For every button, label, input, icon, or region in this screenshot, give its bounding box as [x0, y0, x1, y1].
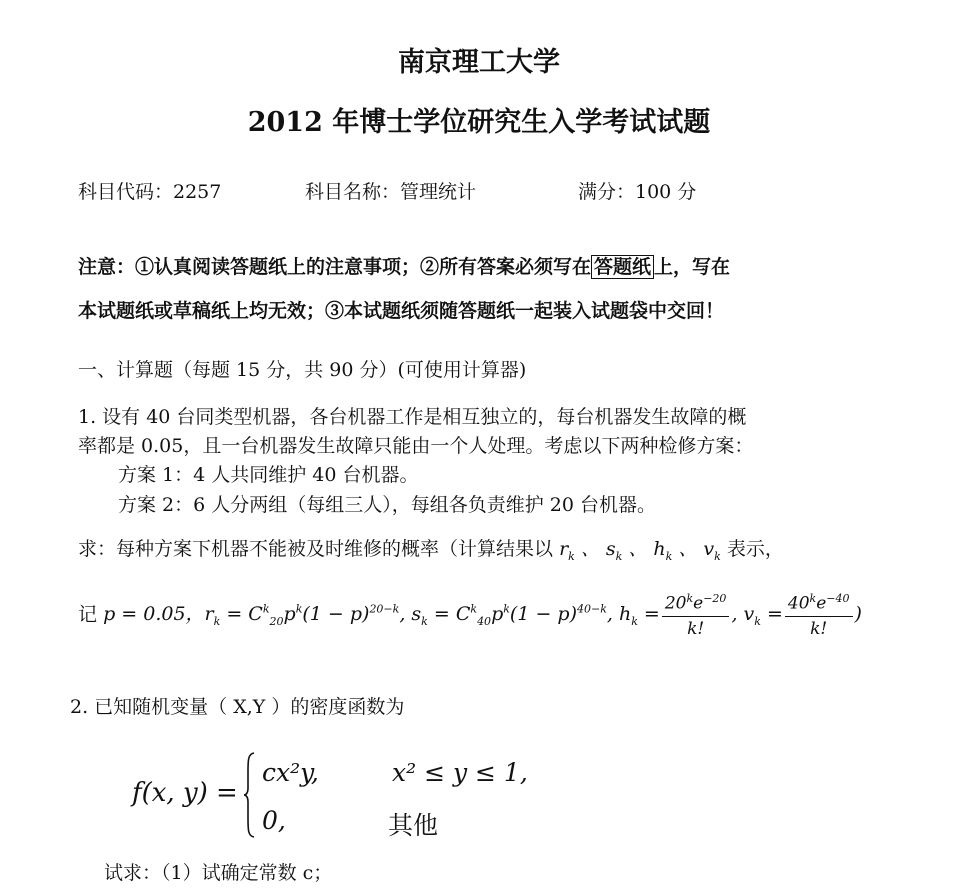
question-1-ask	[78, 534, 784, 563]
notice-line-1	[78, 252, 730, 279]
question-2-intro: 2. 已知随机变量（ X,Y ）的密度函数为	[70, 696, 405, 718]
full-score: 满分：100 分	[578, 181, 697, 203]
density-case-2-expr: 0,	[262, 806, 286, 835]
v-k-fraction: $\frac{40^ke^{-40}}{k!}$	[785, 592, 853, 639]
notice-line-2: 本试题纸或草稿纸上均无效；③本试题纸须随答题纸一起装入试题袋中交回！	[78, 300, 725, 322]
question-2-ask: 试求：（1）试确定常数 c；	[104, 862, 333, 884]
exam-title: 2012 年博士学位研究生入学考试试题	[247, 107, 711, 138]
notice-line-1-start: 注意：①认真阅读答题纸上的注意事项；②所有答案必须写在	[78, 256, 592, 278]
subject-name: 科目名称：管理统计	[305, 181, 477, 203]
density-case-1-cond: x² ≤ y ≤ 1,	[392, 758, 528, 787]
formula-expression: p = 0.05，$r_k = C^k_{20}p^k(1 - p)^{20-k}$, $s_k = C^k_{40}p^k(1 - p)^{40-k}$, $h_k$ = $\frac{20^ke^{-20}}{k!}$ , $v_k$ = $\frac{40^ke^{-40}}{k!}$ )	[103, 592, 862, 639]
subject-code: 科目代码：2257	[78, 181, 222, 203]
answer-sheet-box: 答题纸	[591, 255, 654, 279]
left-brace-icon	[243, 752, 255, 838]
density-function-lhs: f(x, y) =	[132, 778, 238, 808]
formula-line	[78, 592, 862, 639]
section-heading: 一、计算题（每题 15 分，共 90 分）(可使用计算器)	[78, 359, 527, 381]
question-1-line-2: 率都是 0.05，且一台机器发生故障只能由一个人处理。考虑以下两种检修方案：	[78, 435, 754, 457]
formula-prefix: 记	[78, 603, 98, 626]
plan-1: 方案 1：4 人共同维护 40 台机器。	[118, 464, 419, 486]
question-1-ask-text: 求：每种方案下机器不能被及时维修的概率（计算结果以	[78, 538, 554, 560]
plan-2: 方案 2：6 人分两组（每组三人），每组各负责维护 20 台机器。	[118, 494, 657, 516]
symbols-list: $r_k$ 、 $s_k$ 、 $h_k$ 、 $v_k$	[559, 538, 721, 563]
h-k-fraction: $\frac{20^ke^{-20}}{k!}$	[662, 592, 730, 639]
density-case-2-cond: 其他	[388, 811, 439, 840]
density-case-1-expr: cx²y,	[262, 758, 319, 787]
notice-line-1-end: 上，写在	[654, 256, 731, 278]
question-1-line-1: 1. 设有 40 台同类型机器，各台机器工作是相互独立的，每台机器发生故障的概	[78, 406, 747, 428]
question-1-ask-tail: 表示，	[726, 538, 784, 560]
school-name: 南京理工大学	[398, 47, 560, 78]
